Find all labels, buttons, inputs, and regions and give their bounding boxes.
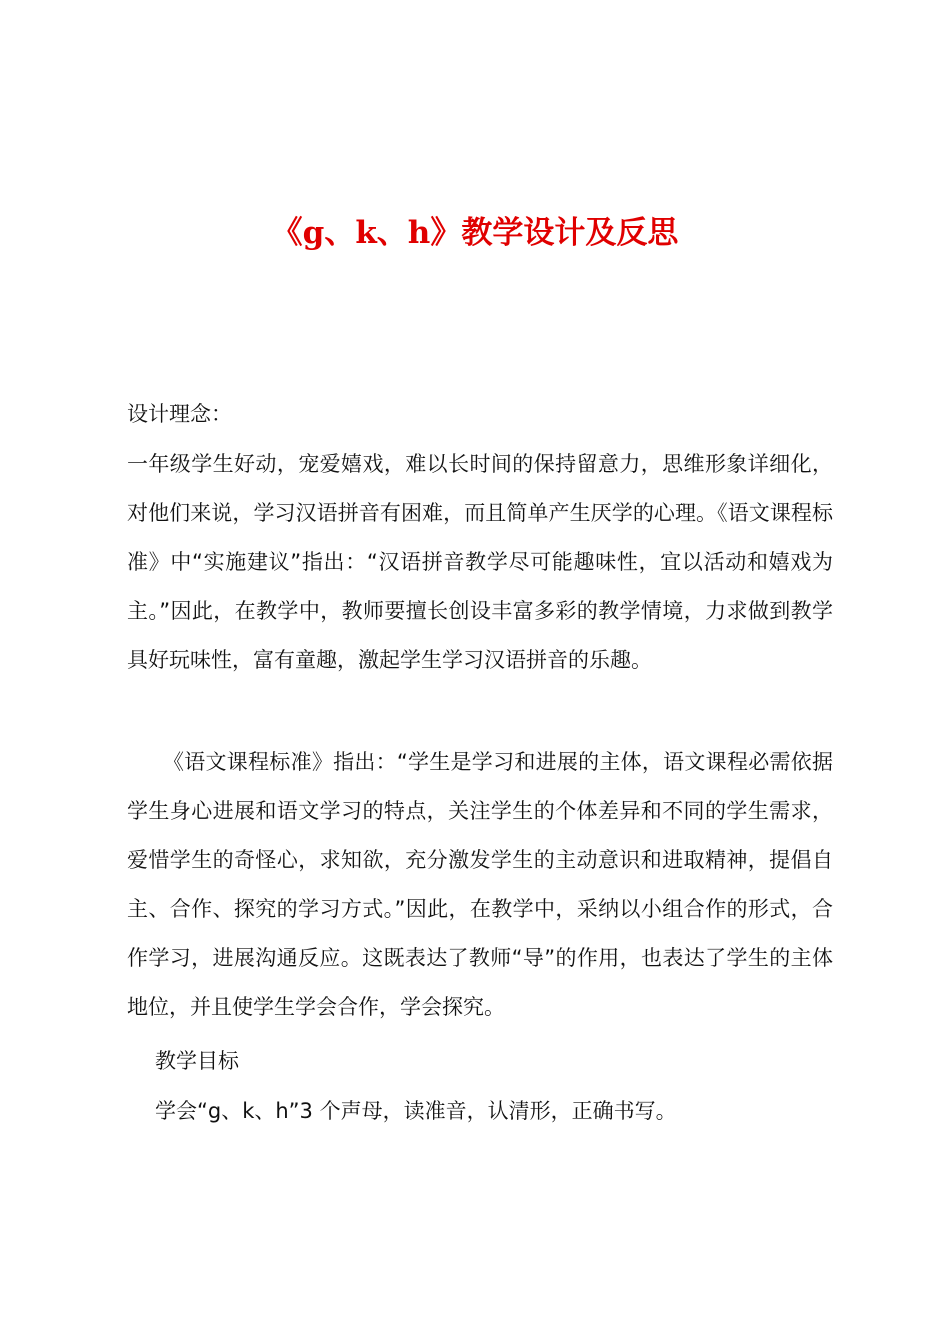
paragraph-design-concept-2: 《语文课程标准》指出：“学生是学习和进展的主体，语文课程必需依据学生身心进展和语文学习的特点，关注学生的个体差异和不同的学生需求，爱惜学生的奇怪心，求知欲，充分激发学生的主动意识和进取精神，提倡自主、合作、探究的学习方式。”因此，在教学中，采纳以小组合作的形式，合作学习，进展沟通反应。这既表达了教师“导”的作用，也表达了学生的主体地位，并且使学生学会合作，学会探究。 <box>127 750 833 1019</box>
paragraph-design-concept-1: 一年级学生好动，宠爱嬉戏，难以长时间的保持留意力，思维形象详细化，对他们来说，学习汉语拼音有困难，而且简单产生厌学的心理。《语文课程标准》中“实施建议”指出：“汉语拼音教学尽可能趣味性，宜以活动和嬉戏为主。”因此，在教学中，教师要擅长创设丰富多彩的教学情境，力求做到教学具好玩味性，富有童趣，激起学生学习汉语拼音的乐趣。 <box>127 452 833 672</box>
design-concept-label: 设计理念： <box>127 402 232 426</box>
document-title: 《g、k、h》教学设计及反思 <box>271 215 679 251</box>
teaching-goal-heading: 教学目标 <box>155 1049 239 1073</box>
teaching-goal-text: 学会“g、k、h”3 个声母，读准音，认清形，正确书写。 <box>155 1099 677 1123</box>
